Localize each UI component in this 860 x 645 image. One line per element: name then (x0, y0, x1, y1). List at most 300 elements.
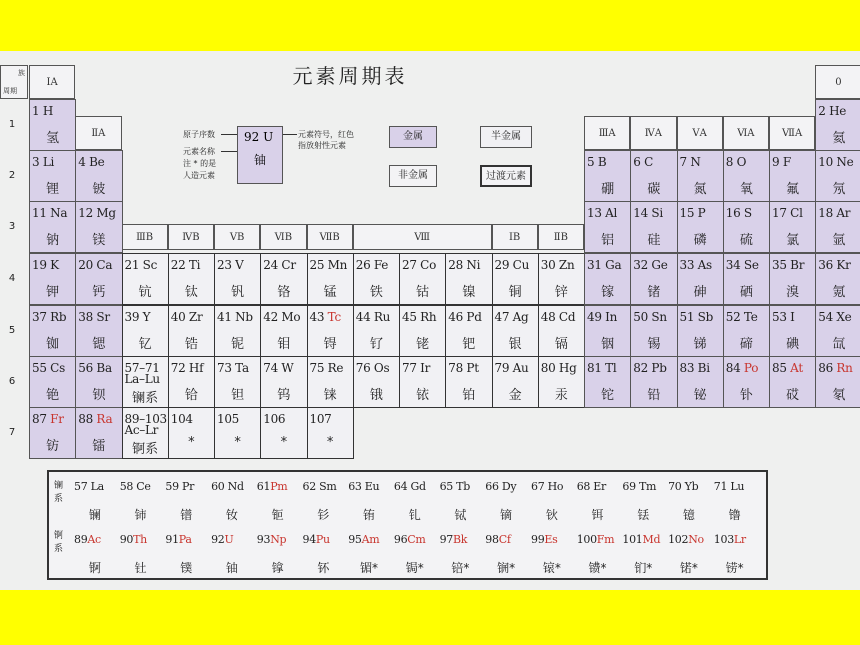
element-cell (677, 356, 724, 408)
element-number: 107 (309, 412, 332, 426)
element-name: 镝 (500, 508, 513, 522)
element-cell (815, 356, 860, 408)
element-name: 溴 (786, 285, 800, 300)
element-cell (307, 305, 354, 357)
element-name: 镭 (92, 439, 106, 454)
radioactive-symbol: Np (270, 533, 287, 546)
element-name: * (280, 435, 288, 450)
element-cell (769, 305, 816, 357)
group-header: ⅢA (584, 116, 630, 150)
element-number: 62 Sm (302, 480, 337, 493)
element-symbol (74, 533, 101, 546)
element-name: 铷 (46, 337, 60, 352)
actinide-cell (575, 525, 621, 577)
element-cell (29, 99, 76, 151)
element-symbol (668, 480, 698, 493)
element-symbol (680, 155, 701, 169)
element-cell (723, 356, 770, 408)
element-name: 钍 (134, 561, 147, 575)
lanthanide-cell (209, 472, 255, 524)
element-number: 3 Li (32, 155, 55, 169)
element-name: 铜 (508, 285, 522, 300)
element-symbol (531, 533, 557, 546)
lanthanide-cell (712, 472, 758, 524)
element-number: 105 (217, 412, 240, 426)
element-symbol (726, 310, 758, 324)
element-number: 67 Ho (531, 480, 564, 493)
element-cell (492, 305, 539, 357)
element-number: 2 He (818, 104, 847, 118)
element-symbol (772, 310, 795, 324)
series-range: La–Lu (124, 372, 160, 386)
element-symbol (485, 480, 516, 493)
element-cell (538, 305, 585, 357)
series-range: Ac–Lr (124, 423, 159, 437)
element-number: 5 B (587, 155, 607, 169)
element-number: 35 Br (772, 258, 805, 272)
element-symbol (78, 206, 116, 220)
element-number: 86 (818, 361, 833, 375)
element-name: 锘* (679, 561, 698, 575)
group-header: ⅠB (492, 224, 538, 250)
element-number: 53 I (772, 310, 795, 324)
element-symbol (78, 258, 112, 272)
element-cell (723, 305, 770, 357)
element-number: 82 Pb (633, 361, 667, 375)
element-number: 52 Te (725, 310, 758, 324)
legend-metalloid-box: 半金属 (480, 126, 532, 148)
element-symbol (211, 480, 244, 493)
element-cell (584, 253, 631, 305)
lanthanide-cell (483, 472, 529, 524)
element-symbol (217, 310, 253, 324)
element-number: 20 Ca (78, 258, 113, 272)
element-number: 6 C (633, 155, 653, 169)
element-symbol (531, 480, 563, 493)
period-label: 5 (8, 325, 16, 336)
element-number: 45 Rh (402, 310, 437, 324)
element-name: 钬 (545, 508, 558, 522)
radioactive-symbol: Pa (178, 533, 192, 546)
element-number: 55 Cs (32, 361, 65, 375)
element-name: 钽 (231, 388, 245, 403)
element-name: 钛 (184, 285, 198, 300)
legend-leader-lines-3 (283, 134, 297, 135)
element-symbol (440, 533, 468, 546)
element-cell (677, 305, 724, 357)
lanthanide-cell (163, 472, 209, 524)
element-cell (214, 407, 261, 459)
element-cell (29, 253, 76, 305)
element-number: 57–71 (124, 361, 160, 375)
element-symbol (310, 412, 332, 426)
group-header: ⅥA (723, 116, 769, 150)
element-symbol (217, 361, 249, 375)
element-name: 碲 (739, 337, 753, 352)
element-symbol (120, 480, 151, 493)
element-symbol (125, 258, 158, 272)
element-cell (630, 253, 677, 305)
element-number: 83 Bi (679, 361, 710, 375)
element-name: 镱 (682, 508, 695, 522)
element-number: 30 Zn (540, 258, 575, 272)
element-name: 钷 (271, 508, 284, 522)
radioactive-symbol: Th (133, 533, 147, 546)
radioactive-symbol: Es (544, 533, 558, 546)
actinide-row-label (52, 530, 66, 556)
actinide-cell (483, 525, 529, 577)
element-name: 铍 (92, 182, 106, 197)
radioactive-symbol: Tc (324, 310, 341, 324)
element-symbol (303, 533, 330, 546)
group-header: Ⅷ (353, 224, 492, 250)
element-name: 汞 (554, 388, 568, 403)
element-number: 97 (439, 533, 453, 546)
element-number: 15 P (679, 206, 706, 220)
lanthanide-cell (575, 472, 621, 524)
element-cell (353, 253, 400, 305)
element-symbol (217, 258, 244, 272)
element-name: 氙 (832, 337, 846, 352)
element-symbol (394, 533, 426, 546)
element-number: 19 K (32, 258, 59, 272)
element-number: 12 Mg (78, 206, 116, 220)
element-name: 氦 (832, 131, 846, 146)
element-name: 镨 (180, 508, 193, 522)
element-number: 24 Cr (263, 258, 296, 272)
legend-metal-box: 金属 (389, 126, 437, 148)
element-symbol (32, 412, 64, 426)
element-name: 硒 (739, 285, 753, 300)
element-symbol (257, 480, 288, 493)
element-number: 36 Kr (818, 258, 851, 272)
element-cell (399, 356, 446, 408)
element-name: 镧系 (132, 391, 159, 406)
element-symbol (257, 533, 286, 546)
element-name: 锫* (451, 561, 470, 575)
element-number: 33 As (679, 258, 712, 272)
element-name: 钐 (317, 508, 330, 522)
radioactive-symbol: Md (642, 533, 661, 546)
element-name: 氮 (693, 182, 707, 197)
element-symbol (633, 206, 663, 220)
element-number: 89 (74, 533, 88, 546)
actinide-cell (712, 525, 758, 577)
element-symbol (32, 258, 59, 272)
element-cell (29, 356, 76, 408)
element-number: 16 S (725, 206, 752, 220)
element-cell (122, 253, 169, 305)
lanthanide-cell (255, 472, 301, 524)
element-number: 51 Sb (679, 310, 713, 324)
actinide-cell (209, 525, 255, 577)
element-name: 铅 (647, 388, 661, 403)
actinide-cell (346, 525, 392, 577)
element-number: 100 (576, 533, 597, 546)
element-number: 44 Ru (355, 310, 391, 324)
element-name: 铊 (601, 388, 615, 403)
element-cell (307, 253, 354, 305)
radioactive-symbol: Po (740, 361, 759, 375)
element-number: 57 La (74, 480, 104, 493)
element-cell (307, 356, 354, 408)
element-symbol (356, 361, 390, 375)
element-number: 41 Nb (217, 310, 253, 324)
element-name: 铁 (369, 285, 383, 300)
actinide-cell (72, 525, 118, 577)
legend-sample-name: 铀 (253, 153, 266, 167)
element-cell (769, 253, 816, 305)
element-number: 47 Ag (494, 310, 529, 324)
legend-sample-cell (237, 126, 283, 184)
element-symbol (394, 480, 426, 493)
element-symbol (633, 310, 667, 324)
element-name: 镧 (88, 508, 101, 522)
element-name: 锌 (554, 285, 568, 300)
element-number: 80 Hg (540, 361, 577, 375)
element-cell (168, 253, 215, 305)
element-name: 钇 (138, 337, 152, 352)
actinide-cell (438, 525, 484, 577)
element-name: 磷 (693, 233, 707, 248)
legend-radioactive-note: 指放射性元素 (298, 141, 346, 150)
element-name: 硫 (739, 233, 753, 248)
element-symbol (587, 361, 616, 375)
group-header: ⅦB (307, 224, 353, 250)
element-number: 64 Gd (393, 480, 426, 493)
element-cell (815, 305, 860, 357)
lanthanide-cell (438, 472, 484, 524)
element-name: * (326, 435, 334, 450)
element-name: 银 (508, 337, 522, 352)
element-symbol (726, 155, 746, 169)
element-name: 钙 (92, 285, 106, 300)
element-name: 锑 (693, 337, 707, 352)
element-number: 32 Ge (633, 258, 668, 272)
element-cell (29, 150, 76, 202)
element-number: 48 Cd (540, 310, 576, 324)
element-symbol (622, 533, 660, 546)
element-cell (353, 356, 400, 408)
element-number: 22 Ti (170, 258, 201, 272)
element-symbol (772, 258, 804, 272)
element-symbol (78, 412, 112, 426)
element-name: 氡 (832, 388, 846, 403)
element-name: 锡 (647, 337, 661, 352)
element-symbol (772, 206, 803, 220)
element-symbol (541, 310, 575, 324)
element-symbol (495, 258, 530, 272)
element-name: 氩 (832, 233, 846, 248)
element-name: 钕 (225, 508, 238, 522)
element-symbol (726, 258, 759, 272)
element-cell (538, 356, 585, 408)
element-number: 49 In (587, 310, 618, 324)
element-number: 84 (725, 361, 741, 375)
element-symbol (32, 155, 54, 169)
element-symbol (633, 258, 667, 272)
element-name: 锿* (542, 561, 561, 575)
element-cell (75, 253, 122, 305)
element-symbol (171, 310, 203, 324)
element-cell (445, 253, 492, 305)
lanthanide-cell (392, 472, 438, 524)
element-cell (492, 356, 539, 408)
element-symbol (818, 206, 850, 220)
element-cell (538, 253, 585, 305)
element-symbol (587, 155, 606, 169)
element-name: 铌 (231, 337, 245, 352)
radioactive-symbol: Fm (596, 533, 615, 546)
element-number: 98 (485, 533, 499, 546)
actinide-cell (392, 525, 438, 577)
element-name: 镎 (271, 561, 284, 575)
element-cell (815, 201, 860, 253)
element-cell (168, 356, 215, 408)
element-name: 钌 (369, 337, 383, 352)
actinide-cell (301, 525, 347, 577)
element-symbol (818, 310, 851, 324)
element-name: 镅* (360, 561, 379, 575)
lanthanide-cell (666, 472, 712, 524)
group-header: ⅢB (122, 224, 168, 250)
radioactive-symbol: Am (361, 533, 380, 546)
legend-note-label: 注 * 的是 (183, 159, 217, 168)
period-label: 6 (8, 376, 16, 387)
element-name: 砷 (693, 285, 707, 300)
element-name: 镓 (601, 285, 615, 300)
element-symbol (726, 206, 752, 220)
element-symbol (668, 533, 704, 546)
element-name: 铕 (363, 508, 376, 522)
element-number: 79 Au (494, 361, 529, 375)
element-number: 39 Y (124, 310, 151, 324)
element-name: 镉 (554, 337, 568, 352)
element-number: 93 (256, 533, 271, 546)
element-symbol (633, 361, 666, 375)
element-name: 锂 (46, 182, 60, 197)
element-name: 锰 (323, 285, 337, 300)
element-name: 氢 (46, 131, 60, 146)
element-number: 61 (256, 480, 271, 493)
group-header: ⅤA (677, 116, 723, 150)
element-name: 铂 (462, 388, 476, 403)
element-name: 金 (508, 388, 522, 403)
element-cell (630, 201, 677, 253)
radioactive-symbol: Fr (46, 412, 64, 426)
element-name: 钒 (231, 285, 245, 300)
element-name: 铱 (416, 388, 430, 403)
element-name: 钯 (462, 337, 476, 352)
element-symbol (680, 206, 706, 220)
element-number: 72 Hf (170, 361, 204, 375)
element-number: 104 (170, 412, 193, 426)
radioactive-symbol: No (688, 533, 704, 546)
element-number: 69 Tm (622, 480, 657, 493)
element-symbol (263, 412, 285, 426)
element-cell (122, 305, 169, 357)
group-header: ⅡB (538, 224, 584, 250)
group-header: ⅣB (168, 224, 214, 250)
element-name: 锶 (92, 337, 106, 352)
element-cell (307, 407, 354, 459)
element-cell (75, 150, 122, 202)
element-name: 铝 (601, 233, 615, 248)
element-number: 28 Ni (448, 258, 481, 272)
element-cell (723, 150, 770, 202)
element-name: 氪 (832, 285, 846, 300)
element-name: 氧 (739, 182, 753, 197)
element-name: 铬 (277, 285, 291, 300)
element-symbol (402, 310, 436, 324)
element-number: 8 O (725, 155, 747, 169)
element-name: 钠 (46, 233, 60, 248)
element-symbol (622, 480, 656, 493)
element-cell (75, 407, 122, 459)
element-name: 钆 (408, 508, 421, 522)
element-number: 18 Ar (818, 206, 851, 220)
actinide-cell (529, 525, 575, 577)
element-symbol (217, 412, 239, 426)
element-symbol (263, 310, 300, 324)
element-cell (445, 305, 492, 357)
element-cell (584, 150, 631, 202)
element-number: 76 Os (355, 361, 390, 375)
element-symbol (171, 412, 193, 426)
element-name: 铪 (184, 388, 198, 403)
element-symbol (356, 258, 388, 272)
element-number: 54 Xe (818, 310, 852, 324)
actinide-cell (255, 525, 301, 577)
element-number: 94 (302, 533, 316, 546)
element-number: 21 Sc (124, 258, 158, 272)
element-name: 铽 (454, 508, 467, 522)
element-symbol (32, 310, 66, 324)
element-number: 40 Zr (170, 310, 203, 324)
element-number: 31 Ga (587, 258, 622, 272)
element-symbol (32, 104, 53, 118)
group-header: ⅥB (260, 224, 306, 250)
element-symbol (587, 258, 621, 272)
element-cell (214, 305, 261, 357)
element-name: 钾 (46, 285, 60, 300)
actinide-cell (620, 525, 666, 577)
element-name: 锕 (88, 561, 101, 575)
corner-period-label: 周期 (3, 87, 17, 95)
element-number: 81 Tl (587, 361, 617, 375)
element-cell (75, 305, 122, 357)
element-cell (445, 356, 492, 408)
group-header: ⅣA (630, 116, 676, 150)
group-header: ⅤB (214, 224, 260, 250)
element-cell (260, 305, 307, 357)
radioactive-symbol: Bk (453, 533, 468, 546)
element-cell (677, 253, 724, 305)
element-name: 铋 (693, 388, 707, 403)
element-name: 铟 (601, 337, 615, 352)
element-symbol (348, 533, 379, 546)
actinide-cell (666, 525, 712, 577)
element-symbol (485, 533, 510, 546)
element-symbol (818, 258, 850, 272)
element-number: 29 Cu (494, 258, 529, 272)
element-name: 铹* (725, 561, 744, 575)
element-cell (399, 305, 446, 357)
element-name: 铈 (134, 508, 147, 522)
element-symbol (714, 480, 744, 493)
element-number: 78 Pt (448, 361, 479, 375)
element-cell (584, 356, 631, 408)
